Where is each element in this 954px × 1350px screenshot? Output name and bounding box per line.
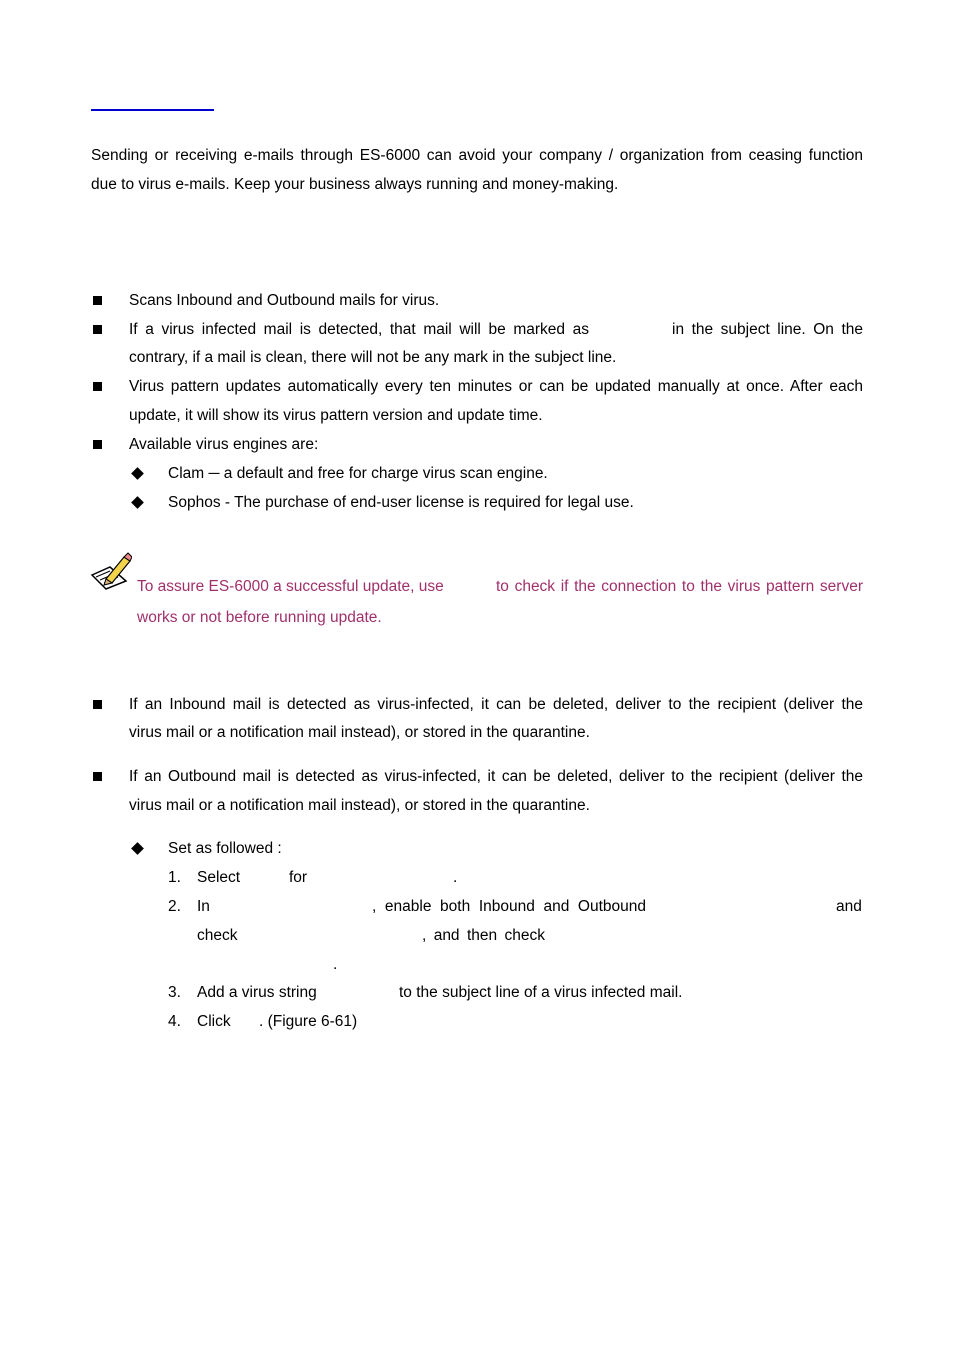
- step-1-text-a: Select: [197, 869, 241, 886]
- engine-sophos: Sophos - The purchase of end-user license is required for legal use.: [168, 494, 634, 511]
- step-2-text-f: .: [333, 956, 338, 973]
- step-number: 2.: [168, 898, 181, 915]
- square-bullet-icon: [93, 440, 102, 449]
- note-text-b: to check if the connection to the virus pattern server: [496, 578, 863, 595]
- feature-mark-text-a: If a virus infected mail is detected, that mail will be marked as: [129, 321, 589, 338]
- diamond-bullet-icon: [131, 842, 144, 855]
- note-line-2: works or not before running update.: [137, 609, 382, 626]
- step-number: 1.: [168, 869, 181, 886]
- diamond-bullet-icon: [131, 467, 144, 480]
- intro-line-2: due to virus e-mails. Keep your business always running and money-making.: [91, 176, 619, 193]
- step-number: 4.: [168, 1013, 181, 1030]
- step-3-text-b: to the subject line of a virus infected mail.: [399, 984, 683, 1001]
- action-outbound-line-2: virus mail or a notification mail instead), or stored in the quarantine.: [129, 797, 590, 814]
- feature-update-line-1: Virus pattern updates automatically every ten minutes or can be updated manually at once. After each: [129, 378, 863, 395]
- step-2-text-c: and: [836, 898, 862, 915]
- action-inbound-line-1: If an Inbound mail is detected as virus-infected, it can be deleted, deliver to the recipient (deliver the: [129, 696, 863, 713]
- feature-engines: Available virus engines are:: [129, 436, 319, 453]
- feature-mark-line-1a: [129, 320, 589, 340]
- step-1-text-c: .: [453, 869, 458, 886]
- step-2-text-d: check: [197, 927, 238, 944]
- step-2-text-a: In: [197, 898, 210, 915]
- step-4-text-a: Click: [197, 1013, 231, 1030]
- square-bullet-icon: [93, 325, 102, 334]
- square-bullet-icon: [93, 382, 102, 391]
- section-title-underline: [91, 109, 214, 111]
- square-bullet-icon: [93, 296, 102, 305]
- feature-mark-text-b: in the subject line. On the: [672, 321, 863, 338]
- steps-intro: Set as followed :: [168, 840, 282, 857]
- feature-mark-line-2: contrary, if a mail is clean, there will not be any mark in the subject line.: [129, 349, 617, 366]
- step-3-text-a: Add a virus string: [197, 984, 317, 1001]
- feature-scan: Scans Inbound and Outbound mails for virus.: [129, 292, 440, 309]
- note-pencil-icon: [88, 551, 132, 593]
- feature-update-line-2: update, it will show its virus pattern version and update time.: [129, 407, 543, 424]
- action-inbound-line-2: virus mail or a notification mail instead), or stored in the quarantine.: [129, 724, 590, 741]
- diamond-bullet-icon: [131, 496, 144, 509]
- intro-line-1: Sending or receiving e-mails through ES-6000 can avoid your company / organization from ceasing function: [91, 147, 863, 164]
- step-2-text-e: , and then check: [422, 927, 545, 944]
- engine-clam: Clam ─ a default and free for charge virus scan engine.: [168, 465, 548, 482]
- note-text-a: To assure ES-6000 a successful update, use: [137, 578, 444, 595]
- step-number: 3.: [168, 984, 181, 1001]
- square-bullet-icon: [93, 700, 102, 709]
- step-2-text-b: , enable both Inbound and Outbound: [372, 898, 646, 915]
- step-4-text-b: . (Figure 6-61): [259, 1013, 358, 1030]
- step-1-text-b: for: [289, 869, 308, 886]
- square-bullet-icon: [93, 772, 102, 781]
- action-outbound-line-1: If an Outbound mail is detected as virus-infected, it can be deleted, deliver to the recipient (deliver the: [129, 768, 863, 785]
